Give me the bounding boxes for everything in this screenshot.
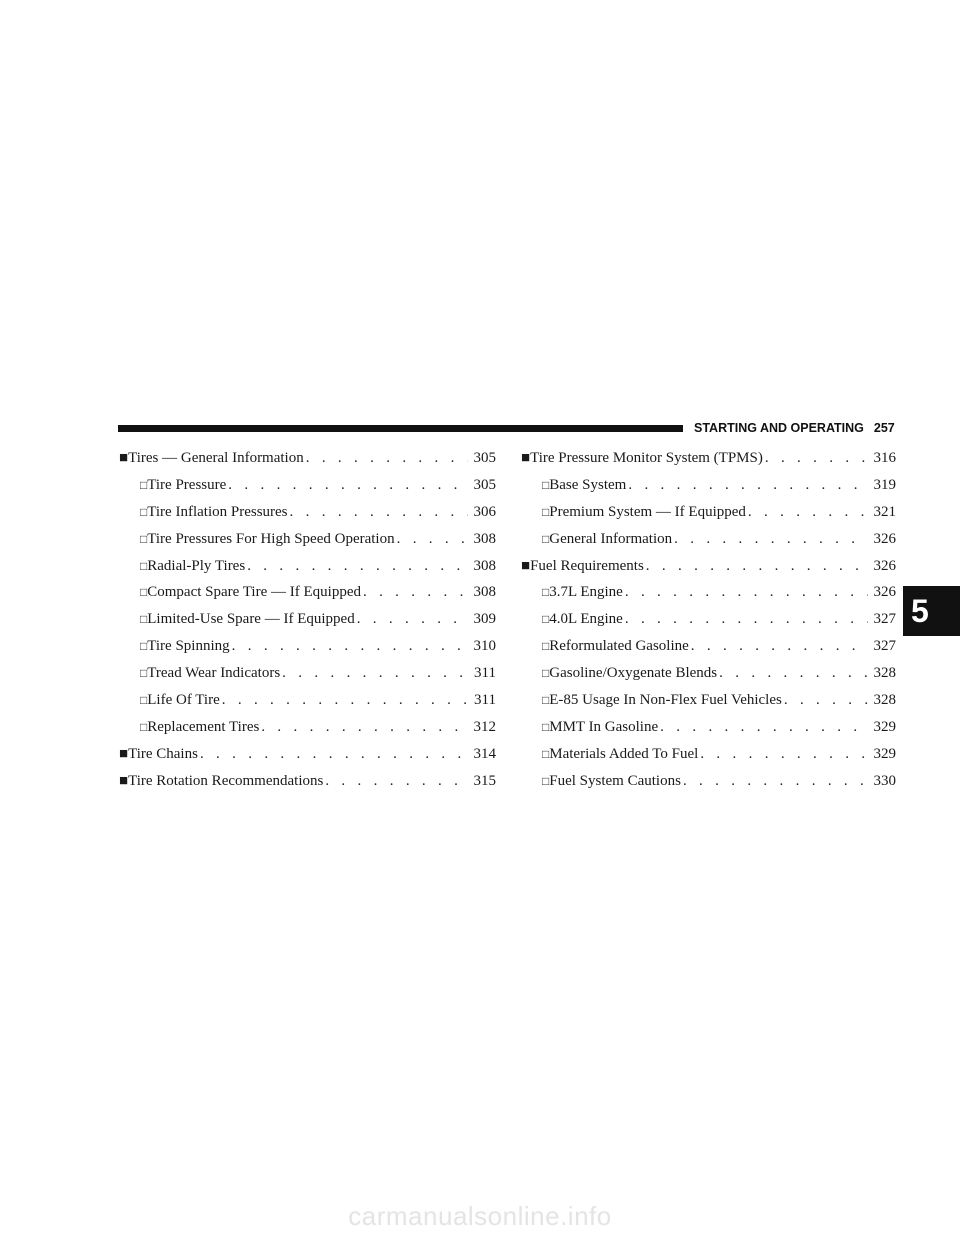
dot-leader <box>363 584 468 601</box>
hollow-square-bullet-icon: □ <box>542 719 550 734</box>
toc-entry-label: Radial-Ply Tires <box>147 557 246 574</box>
toc-entry-page: 308 <box>473 584 496 601</box>
dot-leader <box>306 450 468 467</box>
hollow-square-bullet-icon: □ <box>140 693 148 708</box>
toc-entry-label: Reformulated Gasoline <box>549 638 689 655</box>
hollow-square-bullet-icon: □ <box>542 773 550 788</box>
dot-leader <box>357 611 468 628</box>
toc-entry[interactable] <box>118 450 496 477</box>
dot-leader <box>719 665 867 682</box>
toc-entry[interactable] <box>118 665 496 692</box>
toc-entry-page: 312 <box>473 718 496 735</box>
hollow-square-bullet-icon: □ <box>140 719 148 734</box>
toc-entry[interactable] <box>118 692 496 719</box>
watermark-logo: carmanualsonline.info <box>348 1201 612 1231</box>
toc-entry-label: MMT In Gasoline <box>549 718 659 735</box>
toc-entry-page: 330 <box>873 772 896 789</box>
toc-entry[interactable] <box>520 773 896 800</box>
toc-entry-page: 308 <box>473 557 496 574</box>
toc-entry-page: 328 <box>873 665 896 682</box>
dot-leader <box>228 477 467 494</box>
toc-entry[interactable] <box>520 504 896 531</box>
dot-leader <box>625 584 868 601</box>
toc-entry-label: Replacement Tires <box>147 718 260 735</box>
toc-entry-label: Tire Inflation Pressures <box>147 503 288 520</box>
toc-entry-page: 315 <box>473 772 496 789</box>
hollow-square-bullet-icon: □ <box>140 585 148 600</box>
hollow-square-bullet-icon: □ <box>140 612 148 627</box>
dot-leader <box>700 746 867 763</box>
toc-entry[interactable] <box>118 531 496 558</box>
toc-entry[interactable] <box>118 638 496 665</box>
toc-entry-label: Tire Pressures For High Speed Operation <box>147 530 395 547</box>
toc-entry-page: 329 <box>873 745 896 762</box>
toc-entry-page: 319 <box>873 476 896 493</box>
hollow-square-bullet-icon: □ <box>542 477 550 492</box>
toc-entry[interactable] <box>520 531 896 558</box>
toc-entry[interactable] <box>520 665 896 692</box>
hollow-square-bullet-icon: □ <box>542 531 550 546</box>
dot-leader <box>200 746 468 763</box>
toc-entry[interactable] <box>520 584 896 611</box>
toc-right-column <box>520 450 896 800</box>
hollow-square-bullet-icon: □ <box>140 558 148 573</box>
toc-entry-label: Tire Rotation Recommendations <box>128 772 324 789</box>
toc-entry[interactable] <box>520 558 896 585</box>
toc-entry-page: 316 <box>873 450 896 466</box>
toc-entry-label: Tread Wear Indicators <box>147 665 281 682</box>
hollow-square-bullet-icon: □ <box>140 531 148 546</box>
chapter-tab[interactable] <box>903 586 960 636</box>
running-header <box>694 420 895 436</box>
toc-entry-page: 329 <box>873 718 896 735</box>
toc-entry[interactable] <box>118 477 496 504</box>
toc-entry-label: Compact Spare Tire — If Equipped <box>147 584 361 601</box>
dot-leader <box>683 773 868 790</box>
dot-leader <box>625 611 868 628</box>
toc-entry-page: 309 <box>473 611 496 628</box>
filled-square-bullet-icon: ■ <box>119 745 129 762</box>
dot-leader <box>290 504 468 521</box>
toc-entry-label: Limited-Use Spare — If Equipped <box>147 611 355 628</box>
hollow-square-bullet-icon: □ <box>140 639 148 654</box>
filled-square-bullet-icon: ■ <box>119 450 129 466</box>
dot-leader <box>691 638 868 655</box>
dot-leader <box>261 719 467 736</box>
section-title: STARTING AND OPERATING <box>694 421 864 435</box>
dot-leader <box>748 504 868 521</box>
toc-entry[interactable] <box>520 477 896 504</box>
toc-entry-page: 310 <box>473 638 496 655</box>
toc-entry-page: 327 <box>873 638 896 655</box>
dot-leader <box>628 477 867 494</box>
dot-leader <box>765 450 868 467</box>
hollow-square-bullet-icon: □ <box>542 639 550 654</box>
dot-leader <box>247 558 467 575</box>
toc-entry[interactable] <box>118 611 496 638</box>
toc-entry-page: 326 <box>873 584 896 601</box>
toc-entry-label: Base System <box>549 476 627 493</box>
toc-entry[interactable] <box>520 746 896 773</box>
toc-entry-page: 305 <box>473 450 496 466</box>
toc-entry-label: Tire Pressure Monitor System (TPMS) <box>530 450 763 466</box>
toc-entry-label: Tire Spinning <box>147 638 230 655</box>
toc-entry-page: 306 <box>473 503 496 520</box>
filled-square-bullet-icon: ■ <box>119 772 129 789</box>
toc-entry-page: 311 <box>474 692 496 709</box>
dot-leader <box>674 531 867 548</box>
toc-entry[interactable] <box>520 719 896 746</box>
toc-entry[interactable] <box>118 746 496 773</box>
toc-left-column <box>118 450 496 800</box>
toc-entry-page: 311 <box>474 665 496 682</box>
toc-entry[interactable] <box>520 450 896 477</box>
toc-entry-label: Premium System — If Equipped <box>549 503 746 520</box>
toc-entry-page: 321 <box>873 503 896 520</box>
toc-entry-label: 3.7L Engine <box>549 584 623 601</box>
toc-entry[interactable] <box>118 504 496 531</box>
dot-leader <box>325 773 467 790</box>
toc-entry[interactable] <box>118 773 496 800</box>
toc-entry-page: 314 <box>473 745 496 762</box>
hollow-square-bullet-icon: □ <box>542 693 550 708</box>
chapter-tab-number: 5 <box>911 592 929 629</box>
toc-entry[interactable] <box>520 638 896 665</box>
dot-leader <box>397 531 468 548</box>
hollow-square-bullet-icon: □ <box>542 666 550 681</box>
page-number: 257 <box>873 421 895 435</box>
filled-square-bullet-icon: ■ <box>521 557 531 574</box>
toc-entry[interactable] <box>118 584 496 611</box>
toc-entry-page: 327 <box>873 611 896 628</box>
dot-leader <box>784 692 868 709</box>
toc-entry[interactable] <box>118 558 496 585</box>
toc-entry-page: 326 <box>873 557 896 574</box>
toc-entry-label: Life Of Tire <box>147 692 220 709</box>
toc-entry-page: 308 <box>473 530 496 547</box>
hollow-square-bullet-icon: □ <box>542 585 550 600</box>
dot-leader <box>282 665 468 682</box>
toc-entry[interactable] <box>520 692 896 719</box>
toc-entry-label: 4.0L Engine <box>549 611 623 628</box>
toc-entry-label: General Information <box>549 530 673 547</box>
filled-square-bullet-icon: ■ <box>521 450 531 466</box>
hollow-square-bullet-icon: □ <box>140 477 148 492</box>
toc-entry-page: 326 <box>873 530 896 547</box>
hollow-square-bullet-icon: □ <box>542 746 550 761</box>
toc-entry[interactable] <box>520 611 896 638</box>
toc-entry-page: 328 <box>873 692 896 709</box>
toc-entry-label: Gasoline/Oxygenate Blends <box>549 665 718 682</box>
hollow-square-bullet-icon: □ <box>542 504 550 519</box>
toc-entry-page: 305 <box>473 476 496 493</box>
toc-entry-label: Tire Chains <box>128 745 198 762</box>
hollow-square-bullet-icon: □ <box>542 612 550 627</box>
toc-entry-label: Tires — General Information <box>128 450 304 466</box>
dot-leader <box>232 638 468 655</box>
header-rule <box>118 425 683 432</box>
dot-leader <box>660 719 867 736</box>
hollow-square-bullet-icon: □ <box>140 666 148 681</box>
dot-leader <box>646 558 868 575</box>
toc-entry-label: Tire Pressure <box>147 476 227 493</box>
toc-entry-label: Fuel System Cautions <box>549 772 681 789</box>
toc-entry-label: E-85 Usage In Non-Flex Fuel Vehicles <box>549 692 782 709</box>
dot-leader <box>222 692 468 709</box>
toc-entry-label: Fuel Requirements <box>530 557 644 574</box>
toc-entry[interactable] <box>118 719 496 746</box>
toc-entry-label: Materials Added To Fuel <box>549 745 699 762</box>
hollow-square-bullet-icon: □ <box>140 504 148 519</box>
